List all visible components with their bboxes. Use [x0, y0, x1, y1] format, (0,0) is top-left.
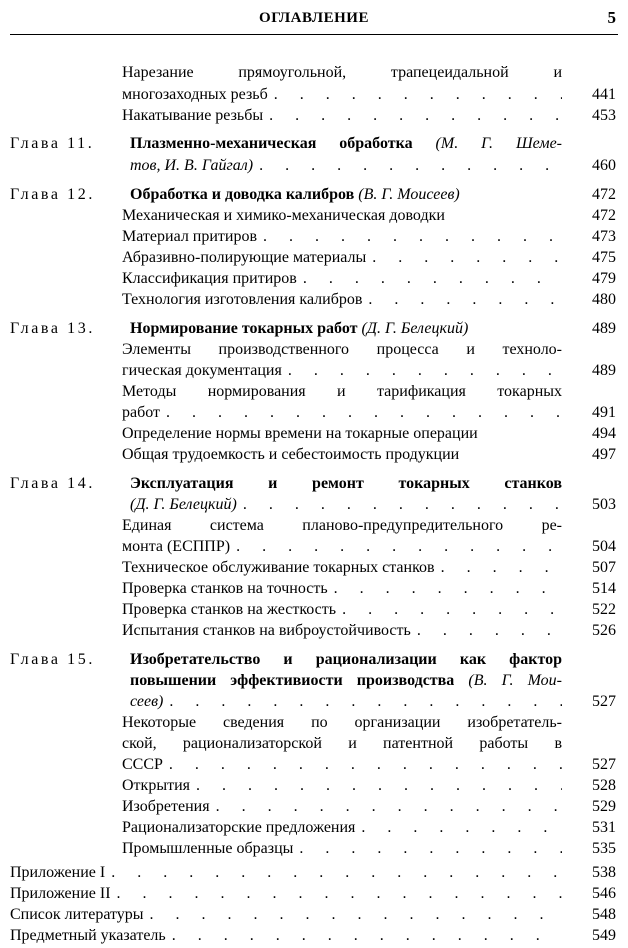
toc-entry-text: Определение нормы времени на токарные операции: [122, 425, 478, 442]
toc-page-number: 528: [592, 777, 616, 794]
chapter-title-text: Нормирование токарных работ: [130, 320, 358, 337]
page-number: 5: [607, 8, 616, 27]
toc-entry: [122, 754, 562, 775]
toc-entry-text: Материал притиров: [122, 228, 258, 245]
leader-dots: [263, 105, 562, 126]
toc-entry-text: работ: [122, 404, 161, 421]
toc-entry-text: гическая документация: [122, 362, 282, 379]
toc-entry: [122, 775, 562, 796]
toc-page-number: 473: [592, 228, 616, 245]
header-rule: [10, 34, 618, 35]
toc-page-number: 507: [592, 559, 616, 576]
chapter-title: [130, 184, 562, 205]
toc-page-number: 503: [592, 496, 616, 513]
toc-page-number: 504: [592, 538, 616, 555]
toc-page-number: 494: [592, 425, 616, 442]
toc-entry: [122, 536, 562, 557]
toc-page-number: 527: [592, 693, 616, 710]
leader-dots: [297, 268, 562, 289]
chapter-title-text: Обработка и доводка калибров: [130, 186, 355, 203]
toc-entry-text: Рационализаторские предложения: [122, 819, 356, 836]
toc-page-number: 531: [592, 819, 616, 836]
toc-page-number: 535: [592, 840, 616, 857]
toc-entry: [10, 883, 562, 904]
toc-entry: [130, 494, 562, 515]
leader-dots: [328, 578, 562, 599]
chapter-title-text: Изобретательство и рационализации как фактор: [130, 651, 562, 668]
toc-entry-text: монта (ЕСППР): [122, 538, 231, 555]
chapter-title-text: Плазменно-механическая обработка: [130, 135, 413, 152]
toc-entry: [10, 925, 562, 946]
toc-page-number: 526: [592, 622, 616, 639]
page-title: ОГЛАВЛЕНИЕ: [259, 10, 369, 26]
toc-entry: [122, 578, 562, 599]
leader-dots: [160, 402, 562, 423]
chapter-label: Глава 14.: [10, 475, 95, 492]
toc-page-number: 479: [592, 270, 616, 287]
toc-entry-text: Технология изготовления калибров: [122, 291, 363, 308]
toc-page-number: 460: [592, 157, 616, 174]
leader-dots: [253, 155, 562, 176]
chapter-title: [130, 670, 562, 691]
toc-page-number: 489: [592, 362, 616, 379]
leader-dots: [105, 862, 562, 883]
toc-entry: [122, 247, 562, 268]
toc-page-number: 546: [592, 885, 616, 902]
toc-entry-text: Методы нормирования и тарификация токарных: [122, 383, 562, 400]
toc-page-number: 529: [592, 798, 616, 815]
chapter-title-text: Эксплуатация и ремонт токарных станков: [130, 475, 562, 492]
leader-dots: [355, 817, 562, 838]
leader-dots: [163, 691, 562, 712]
toc-entry-text: Общая трудоемкость и себестоимость продукции: [122, 446, 460, 463]
leader-dots: [144, 904, 562, 925]
toc-entry: [130, 155, 562, 176]
chapter-label: Глава 12.: [10, 186, 95, 203]
leader-dots: [435, 557, 562, 578]
toc-entry: [122, 205, 562, 226]
toc-entry: [122, 796, 562, 817]
toc-entry-text: Накатывание резьбы: [122, 107, 264, 124]
toc-entry: [122, 620, 562, 641]
leader-dots: [190, 775, 562, 796]
toc-page-number: 514: [592, 580, 616, 597]
toc-entry: [122, 557, 562, 578]
toc-entry-text: Классификация притиров: [122, 270, 297, 287]
toc-entry-text: Изобретения: [122, 798, 210, 815]
leader-dots: [257, 226, 562, 247]
toc-page-number: 489: [592, 320, 616, 337]
leader-dots: [366, 247, 562, 268]
toc-entry-text: Абразивно-полирующие материалы: [122, 249, 367, 266]
toc-entry: [122, 817, 562, 838]
chapter-label: Глава 13.: [10, 320, 95, 337]
toc-page-number: 497: [592, 446, 616, 463]
toc-page-number: 522: [592, 601, 616, 618]
chapter-title-text: повышении эффективиости производства: [130, 672, 455, 689]
toc-entry: [10, 904, 562, 925]
leader-dots: [336, 599, 562, 620]
page-header: [10, 8, 618, 34]
toc-entry: [122, 599, 562, 620]
toc-page-number: 491: [592, 404, 616, 421]
toc-entry: [122, 289, 562, 310]
toc-entry-text: Нарезание прямоугольной, трапецеидальной и: [122, 64, 562, 81]
chapter-authors: сеев): [130, 693, 164, 710]
toc-page-number: 453: [592, 107, 616, 124]
toc-page-number: 480: [592, 291, 616, 308]
toc-page-number: 527: [592, 756, 616, 773]
toc-page-number: 472: [592, 186, 616, 203]
toc-page-number: 475: [592, 249, 616, 266]
toc-entry-text: ской, рационализаторской и патентной работы в: [122, 735, 562, 752]
chapter-authors: (В. Г. Моисеев): [358, 186, 460, 203]
chapter-label: Глава 15.: [10, 651, 95, 668]
toc-entry-text: Проверка станков на жесткость: [122, 601, 337, 618]
toc-entry: [122, 360, 562, 381]
toc-entry-text: Испытания станков на виброустойчивость: [122, 622, 411, 639]
leader-dots: [411, 620, 562, 641]
toc-entry-text: Список литературы: [10, 906, 144, 923]
toc-entry-text: Приложение II: [10, 885, 111, 902]
toc-entry: [122, 105, 562, 126]
toc-entry-text: Открытия: [122, 777, 190, 794]
leader-dots: [230, 536, 562, 557]
leader-dots: [293, 838, 562, 859]
chapter-title: [130, 318, 562, 339]
toc-entry: [122, 402, 562, 423]
toc-entry-text: Единая система планово-предупредительного ре-: [122, 517, 562, 534]
toc-entry: [122, 226, 562, 247]
toc-page-number: 538: [592, 864, 616, 881]
chapter-authors: (В. Г. Мои-: [468, 672, 562, 689]
leader-dots: [210, 796, 562, 817]
toc-entry-text: СССР: [122, 756, 163, 773]
toc-page-number: 472: [592, 207, 616, 224]
toc-entry-text: многозаходных резьб: [122, 86, 268, 103]
leader-dots: [163, 754, 562, 775]
toc-page-number: 549: [592, 927, 616, 944]
chapter-authors: (Д. Г. Белецкий): [361, 320, 469, 337]
toc-entry-text: Техническое обслуживание токарных станков: [122, 559, 435, 576]
toc-page-number: 441: [592, 86, 616, 103]
toc-page-number: 548: [592, 906, 616, 923]
toc-entry-text: Механическая и химико-механическая доводки: [122, 207, 445, 224]
leader-dots: [166, 925, 562, 946]
leader-dots: [362, 289, 562, 310]
toc-entry-text: Проверка станков на точность: [122, 580, 328, 597]
toc-entry-text: Промышленные образцы: [122, 840, 294, 857]
leader-dots: [237, 494, 562, 515]
chapter-authors: (М. Г. Шеме-: [435, 135, 562, 152]
chapter-label: Глава 11.: [10, 135, 95, 152]
toc-entry-text: Элементы производственного процесса и техноло-: [122, 341, 562, 358]
toc-entry: [10, 862, 562, 883]
toc-entry: [122, 838, 562, 859]
toc-entry-text: Некоторые сведения по организации изобретатель-: [122, 714, 562, 731]
leader-dots: [111, 883, 562, 904]
toc-entry: [122, 84, 562, 105]
chapter-title: [130, 133, 562, 154]
toc-entry: [130, 691, 562, 712]
chapter-authors: тов, И. В. Гайгал): [130, 157, 254, 174]
toc-entry-text: Предметный указатель: [10, 927, 166, 944]
chapter-authors: (Д. Г. Белецкий): [130, 496, 237, 513]
leader-dots: [282, 360, 562, 381]
leader-dots: [268, 84, 562, 105]
toc-entry: [122, 268, 562, 289]
toc-entry-text: Приложение I: [10, 864, 106, 881]
